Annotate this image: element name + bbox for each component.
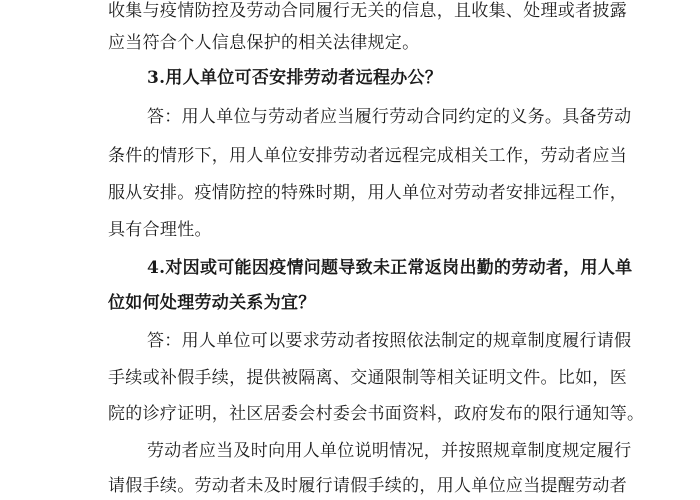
answer-4-line: 院的诊疗证明，社区居委会村委会书面资料，政府发布的限行通知等。 — [108, 404, 645, 424]
paragraph-line: 应当符合个人信息保护的相关法律规定。 — [108, 33, 420, 53]
answer-3-line: 答：用人单位与劳动者应当履行劳动合同约定的义务。具备劳动 — [147, 107, 632, 127]
answer-3-line: 条件的情形下，用人单位安排劳动者远程完成相关工作，劳动者应当 — [108, 146, 627, 166]
paragraph-line: 收集与疫情防控及劳动合同履行无关的信息，且收集、处理或者披露 — [108, 1, 627, 21]
answer-4-line: 请假手续。劳动者未及时履行请假手续的，用人单位应当提醒劳动者 — [108, 476, 627, 496]
answer-3-line: 具有合理性。 — [108, 220, 212, 240]
question-4-heading: 4.对因或可能因疫情问题导致未正常返岗出勤的劳动者，用人单 — [147, 258, 633, 278]
answer-3-line: 服从安排。疫情防控的特殊时期，用人单位对劳动者安排远程工作， — [108, 183, 627, 203]
answer-4-line: 答：用人单位可以要求劳动者按照依法制定的规章制度履行请假 — [147, 331, 632, 351]
answer-4-line: 手续或补假手续，提供被隔离、交通限制等相关证明文件。比如，医 — [108, 368, 627, 388]
answer-4-line: 劳动者应当及时向用人单位说明情况，并按照规章制度规定履行 — [147, 441, 632, 461]
question-4-heading: 位如何处理劳动关系为宜？ — [108, 293, 316, 313]
question-3-heading: 3.用人单位可否安排劳动者远程办公？ — [147, 68, 443, 88]
